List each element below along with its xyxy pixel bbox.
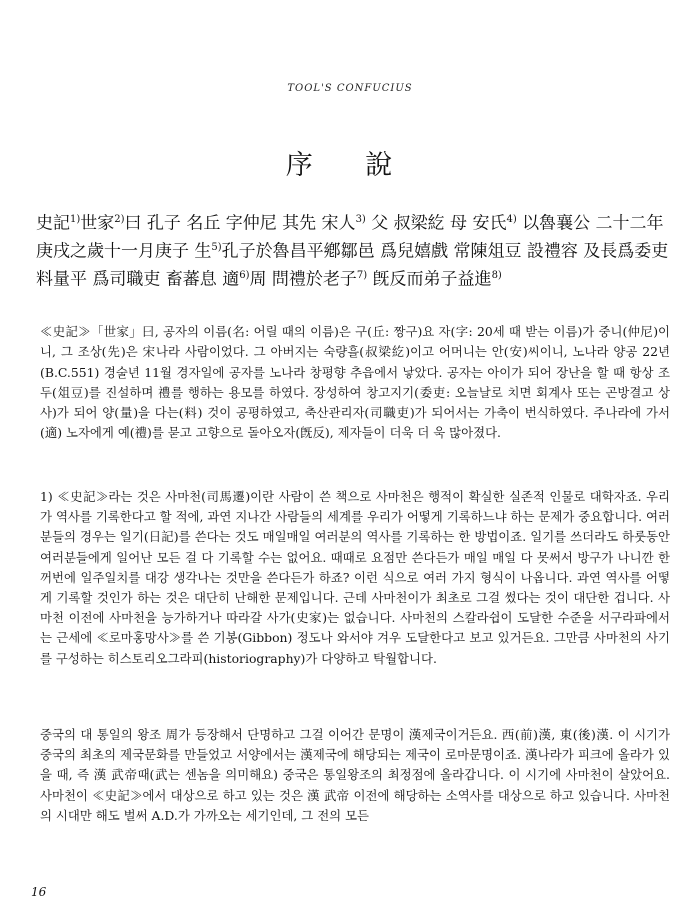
- footnote-marker: 1): [70, 214, 81, 225]
- classical-segment: 周 問禮於老子: [249, 269, 357, 290]
- footnote-marker: 6): [239, 270, 250, 282]
- footnote-marker: 8): [491, 270, 502, 282]
- footnote-marker: 5): [211, 242, 222, 254]
- footnote-1-continued: 중국의 대 통일의 왕조 周가 등장해서 단명하고 그걸 이어간 문명이 漢제국이거든요. 西(前)漢, 東(後)漢. 이 시기가 중국의 최초의 제국문화를 만들었고 서양에서는 漢제국에 해당되는 제국이 로마문명이죠. 漢나라가 피크에 올라가 있을 때, 즉 漢 武帝때(武는 센놈을 의미해요) 중국은 통일왕조의 최정점에 올라갑니다. 이 시기에 사마천이 살았어요. 사마천이 ≪史記≫에서 대상으로 하고 있는 것은 漢 武帝 이전에 해당하는 소역사를 대상으로 하고 있습니다. 사마천의 시대만 해도 벌써 A.D.가 가까오는 세기인데, 그 전의 모든: [40, 727, 670, 823]
- footnote-marker: 3): [355, 214, 366, 225]
- classical-segment: 旣反而弟子益進: [367, 269, 492, 290]
- classical-segment: 史記: [36, 213, 70, 234]
- classical-chinese-text: [36, 208, 676, 292]
- classical-segment: 世家: [80, 213, 115, 234]
- classical-segment: 以魯襄公 二十二年庚戌之歲十一月庚子 生: [36, 213, 664, 262]
- footnote-marker: 7): [356, 270, 368, 282]
- classical-segment: 孔子於魯昌平鄕鄒邑 爲兒嬉戲 常陳俎豆 設禮容 及長爲委吏 料量平 爲司職吏 畜蕃息 適: [36, 241, 669, 290]
- section-title: 序 說: [285, 150, 415, 181]
- page-number: 16: [31, 885, 47, 899]
- running-header: TOOL'S CONFUCIUS: [287, 83, 413, 94]
- footnote-marker: 4): [506, 214, 517, 225]
- korean-translation: ≪史記≫「世家」曰, 공자의 이름(名: 어릴 때의 이름)은 구(丘: 짱구)요 자(字: 20세 때 받는 이름)가 중니(仲尼)이니, 그 조상(先)은 宋나라 사람이었다. 그 아버지는 숙량흘(叔梁紇)이고 어머니는 안(安)씨이니, 노나라 양공 22년(B.C.551) 경술년 11월 경자일에 공자를 노나라 창평향 추읍에서 낳았다. 공자는 아이가 되어 장난을 할 때 항상 조두(俎豆)를 진설하며 禮를 행하는 용모를 하였다. 장성하여 창고지기(委吏: 오늘날로 치면 회계사 또는 곤방결고 상사)가 되어 양(量)을 다는(料) 것이 공평하였고, 축산관리자(司職吏)가 되어서는 가축이 번식하였다. 주나라에 가서(適) 노자에게 예(禮)를 묻고 고향으로 돌아오자(旣反), 제자들이 더욱 더 욱 많아졌다.: [40, 324, 670, 441]
- footnote-marker: 2): [114, 214, 125, 225]
- classical-segment: 父 叔梁紇 母 安氏: [365, 213, 507, 234]
- footnote-1: 1) ≪史記≫라는 것은 사마천(司馬遷)이란 사람이 쓴 책으로 사마천은 행적이 확실한 실존적 인물로 대학자죠. 우리가 역사를 기록한다고 할 적에, 과연 지나간 사람들의 세계를 우리가 어떻게 기록하느냐 하는 문제가 중요합니다. 여러분들의 경우는 일기(日記)를 쓴다는 것도 매일매일 여러분의 역사를 기록하는 한 방법이죠. 일기를 쓰더라도 하룻동안 여러분들에게 일어난 모든 걸 다 기록할 수는 없어요. 때때로 요점만 쓴다든가 매일 매일 다 못써서 방구가 나니깐 한꺼번에 일주일치를 대강 생각나는 것만을 쓴다든가 하죠? 이런 식으로 여러 가지 형식이 나옵니다. 과연 역사를 어떻게 기록할 것인가 하는 것은 대단히 난해한 문제입니다. 근데 사마천이가 최초로 그걸 썼다는 것이 대단한 겁니다. 사마천 이전에 사마천을 능가하거나 따라갈 사가(史家)는 없습니다. 사마천의 스칼라쉽이 도달한 수준을 서구라파에서는 근세에 ≪로마홍망사≫를 쓴 기봉(Gibbon) 정도나 와서야 겨우 도달한다고 보고 있거든요. 그만큼 사마천의 사기를 구성하는 히스토리오그라피(historiography)가 다양하고 탁월합니다.: [40, 489, 671, 666]
- classical-segment: 曰 孔子 名丘 字仲尼 其先 宋人: [124, 213, 356, 234]
